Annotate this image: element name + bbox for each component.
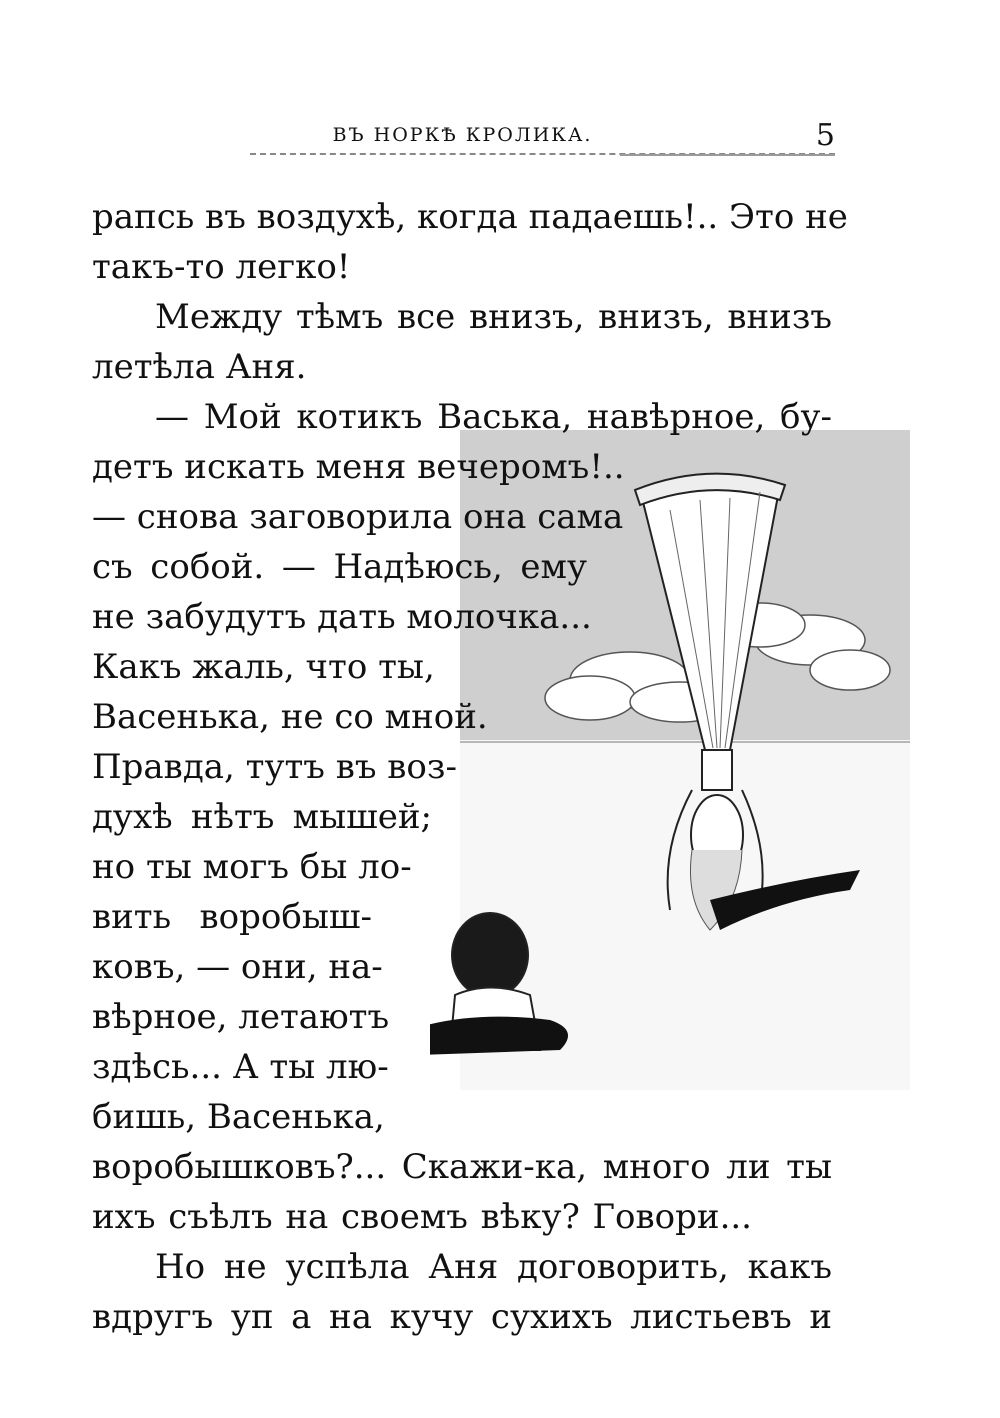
text-line: не забудутъ дать молочка...: [92, 597, 592, 637]
text-line: летѣла Аня.: [92, 347, 307, 387]
text-line: ихъ съѣлъ на своемъ вѣку? Говори...: [92, 1197, 752, 1237]
text-line: рапсь въ воздухѣ, когда падаешь!.. Это не: [92, 197, 848, 237]
text-line: вить воробыш-: [92, 897, 372, 937]
text-line: Правда, тутъ въ воз-: [92, 747, 457, 787]
text-line: духѣ нѣтъ мышей;: [92, 797, 432, 837]
text-line: Васенька, не со мной.: [92, 697, 488, 737]
text-line: съ собой. — Надѣюсь, ему: [92, 547, 587, 587]
text-line: воробышковъ?... Скажи-ка, много ли ты: [92, 1147, 832, 1187]
text-line: бишь, Васенька,: [92, 1097, 385, 1137]
text-line: но ты могъ бы ло-: [92, 847, 412, 887]
text-line: детъ искать меня вечеромъ!..: [92, 447, 625, 487]
text-line: Но не успѣла Аня договорить, какъ: [155, 1247, 832, 1287]
text-line: такъ-то легко!: [92, 247, 351, 287]
running-title: ВЪ НОРКѢ КРОЛИКА.: [332, 124, 593, 146]
text-line: Между тѣмъ все внизъ, внизъ, внизъ: [155, 297, 832, 337]
page-number: 5: [815, 118, 835, 153]
text-line: Какъ жаль, что ты,: [92, 647, 435, 687]
text-line: — снова заговорила она сама: [92, 497, 624, 537]
text-line: — Мой котикъ Васька, навѣрное, бу-: [155, 397, 832, 437]
text-line: вдругъ уп а на кучу сухихъ листьевъ и: [92, 1297, 832, 1337]
text-line: вѣрное, летаютъ: [92, 997, 390, 1037]
text-line: здѣсь... А ты лю-: [92, 1047, 389, 1087]
text-line: ковъ, — они, на-: [92, 947, 383, 987]
